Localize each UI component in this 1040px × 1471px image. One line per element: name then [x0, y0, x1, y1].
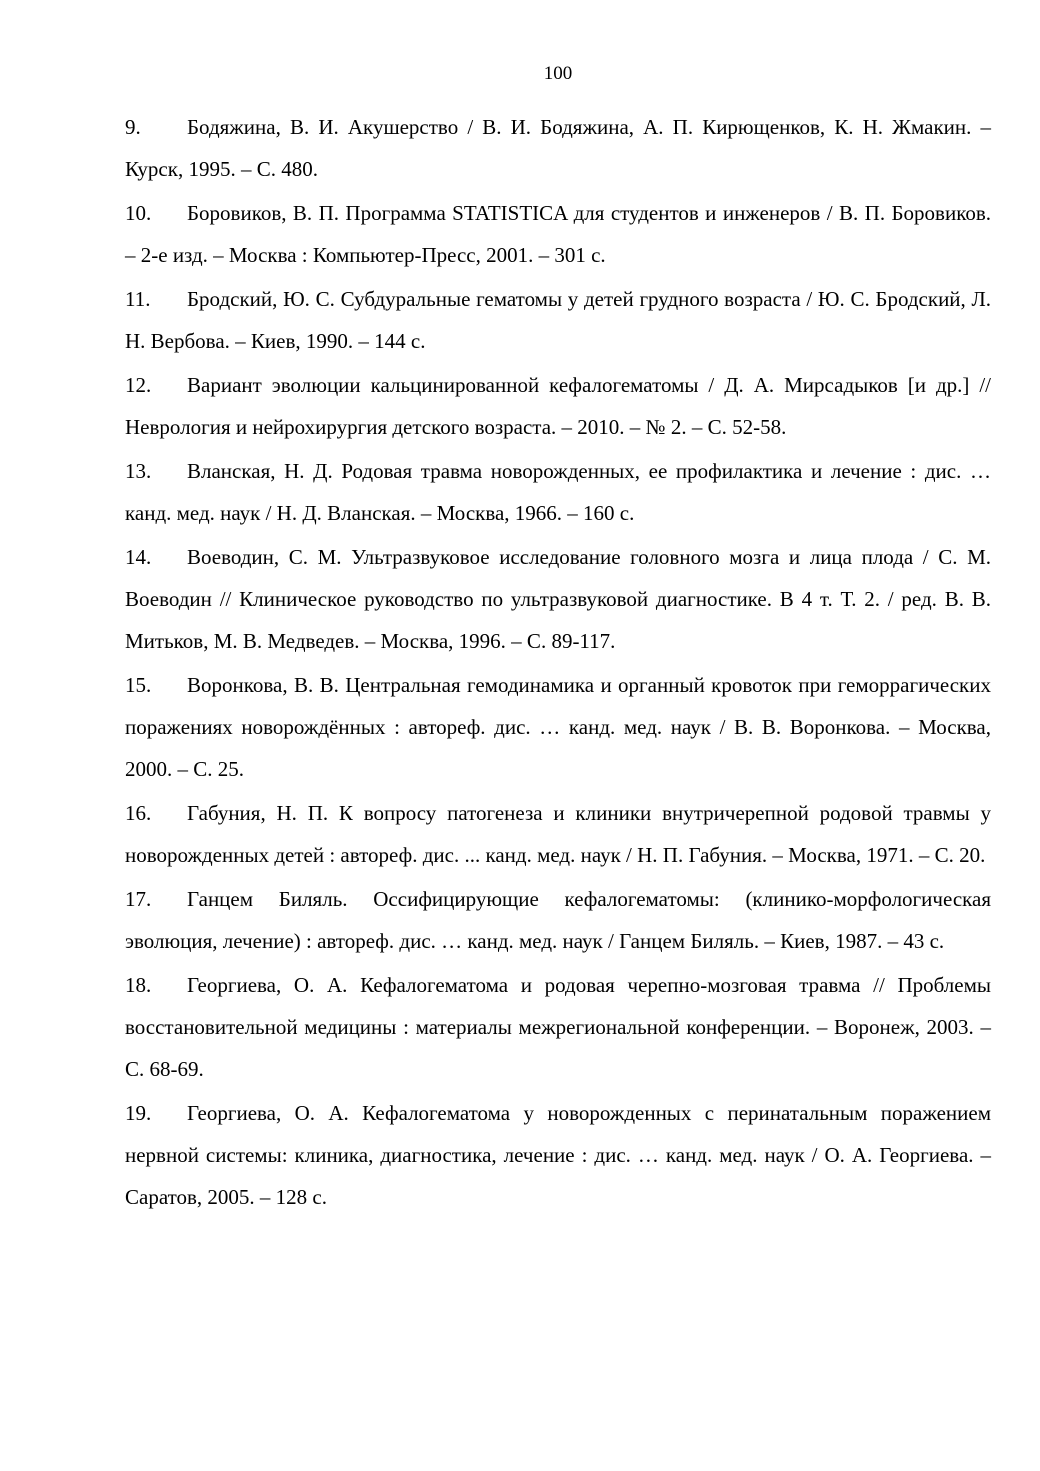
reference-list — [125, 106, 991, 1220]
reference-text: Габуния, Н. П. К вопросу патогенеза и клиники внутричерепной родовой травмы у новорожденных детей : автореф. дис. ... канд. мед. наук / Н. П. Габуния. – Москва, 1971. – С. 20. — [125, 801, 991, 867]
reference-number: 14. — [125, 545, 152, 569]
reference-item-18 — [125, 964, 991, 1090]
reference-item-13 — [125, 450, 991, 534]
reference-number: 16. — [125, 801, 152, 825]
reference-text: Ганцем Биляль. Оссифицирующие кефалогематомы: (клинико-морфологическая эволюция, лечение) : автореф. дис. … канд. мед. наук / Ганцем Биляль. – Киев, 1987. – 43 с. — [125, 887, 991, 953]
reference-text: Вариант эволюции кальцинированной кефалогематомы / Д. А. Мирсадыков [и др.] // Неврология и нейрохирургия детского возраста. – 2010. – № 2. – С. 52-58. — [125, 373, 991, 439]
reference-item-16 — [125, 792, 991, 876]
reference-item-17 — [125, 878, 991, 962]
reference-text: Бродский, Ю. С. Субдуральные гематомы у детей грудного возраста / Ю. С. Бродский, Л. Н. Вербова. – Киев, 1990. – 144 с. — [125, 287, 991, 353]
reference-item-10 — [125, 192, 991, 276]
reference-item-19 — [125, 1092, 991, 1218]
reference-number: 11. — [125, 287, 151, 311]
reference-text: Бодяжина, В. И. Акушерство / В. И. Бодяжина, А. П. Кирющенков, К. Н. Жмакин. – Курск, 1995. – С. 480. — [125, 115, 991, 181]
page-number: 100 — [543, 63, 573, 84]
reference-item-14 — [125, 536, 991, 662]
reference-text: Георгиева, О. А. Кефалогематома у новорожденных с перинатальным поражением нервной системы: клиника, диагностика, лечение : дис. … канд. мед. наук / О. А. Георгиева. – Саратов, 2005. – 128 с. — [125, 1101, 991, 1209]
reference-text: Георгиева, О. А. Кефалогематома и родовая черепно-мозговая травма // Проблемы восстановительной медицины : материалы межрегиональной конференции. – Воронеж, 2003. – С. 68-69. — [125, 973, 991, 1081]
reference-item-9 — [125, 106, 991, 190]
reference-item-12 — [125, 364, 991, 448]
reference-number: 9. — [125, 115, 141, 139]
reference-text: Воеводин, С. М. Ультразвуковое исследование головного мозга и лица плода / С. М. Воеводин // Клиническое руководство по ультразвуковой диагностике. В 4 т. Т. 2. / ред. В. В. Митьков, М. В. Медведев. – Москва, 1996. – С. 89-117. — [125, 545, 991, 653]
reference-item-15 — [125, 664, 991, 790]
reference-number: 10. — [125, 201, 152, 225]
reference-number: 18. — [125, 973, 152, 997]
reference-text: Воронкова, В. В. Центральная гемодинамика и органный кровоток при геморрагических поражениях новорождённых : автореф. дис. … канд. мед. наук / В. В. Воронкова. – Москва, 2000. – С. 25. — [125, 673, 991, 781]
reference-number: 12. — [125, 373, 152, 397]
reference-number: 13. — [125, 459, 152, 483]
reference-number: 15. — [125, 673, 152, 697]
reference-text: Вланская, Н. Д. Родовая травма новорожденных, ее профилактика и лечение : дис. … канд. мед. наук / Н. Д. Вланская. – Москва, 1966. – 160 с. — [125, 459, 991, 525]
reference-text: Боровиков, В. П. Программа STATISTICA для студентов и инженеров / В. П. Боровиков. – 2-е изд. – Москва : Компьютер-Пресс, 2001. – 301 с. — [125, 201, 991, 267]
reference-item-11 — [125, 278, 991, 362]
reference-number: 17. — [125, 887, 152, 911]
reference-number: 19. — [125, 1101, 152, 1125]
